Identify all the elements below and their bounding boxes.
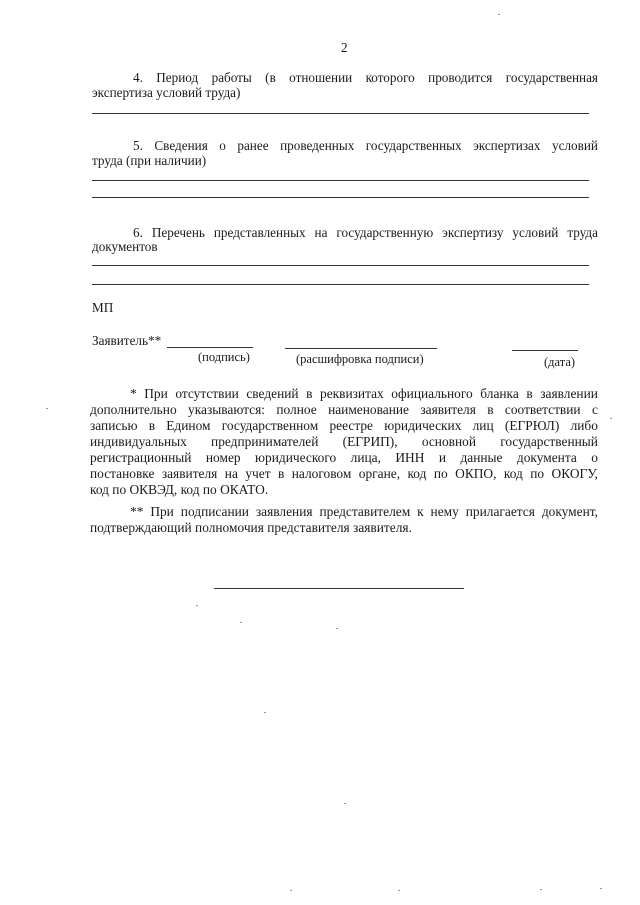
word: нему xyxy=(430,504,459,519)
applicant-label: Заявитель** xyxy=(92,333,162,348)
decoding-caption: (расшифровка подписи) xyxy=(296,352,424,366)
scan-speck xyxy=(540,889,542,890)
footnote2-line-2: подтверждающий полномочия представителя заявителя. xyxy=(90,520,412,535)
word: бланка xyxy=(480,386,519,401)
word: ОКОГУ, xyxy=(551,466,598,481)
footnote1-line-5 xyxy=(90,450,598,466)
date-caption: (дата) xyxy=(544,355,576,369)
section4-line1 xyxy=(133,70,598,85)
word: о xyxy=(219,138,226,153)
word: экспертизу xyxy=(442,225,504,240)
word: юридических xyxy=(384,418,462,433)
word: наименование xyxy=(328,402,409,417)
word: условий xyxy=(552,138,598,153)
word: указываются: xyxy=(188,402,265,417)
word: официального xyxy=(391,386,473,401)
word: в xyxy=(487,402,494,417)
word: Сведения xyxy=(154,138,208,153)
section6-fill-line-2 xyxy=(92,284,589,285)
word: в xyxy=(306,386,313,401)
word: (ЕГРИП), xyxy=(342,434,398,449)
word: реквизитах xyxy=(320,386,384,401)
word: заявителя xyxy=(161,466,218,481)
word: Перечень xyxy=(151,225,205,240)
word: заявления xyxy=(255,504,313,519)
word: на xyxy=(224,466,238,481)
section5-fill-line-2 xyxy=(92,197,589,198)
word: Едином xyxy=(166,418,211,433)
scan-speck xyxy=(290,890,292,891)
word: юридического xyxy=(255,450,337,465)
decoding-line xyxy=(285,348,437,349)
word: в xyxy=(277,466,285,481)
scan-speck xyxy=(344,803,346,804)
word: органе, xyxy=(358,466,401,481)
word: документа xyxy=(516,450,577,465)
word: (ЕГРЮЛ) xyxy=(504,418,560,433)
section6-line2: документов xyxy=(92,239,158,254)
word: заявителя xyxy=(420,402,476,417)
word: о xyxy=(591,450,598,465)
word: прилагается xyxy=(465,504,535,519)
word: При xyxy=(144,386,168,401)
word: государственных xyxy=(365,138,462,153)
footnote1-line-4 xyxy=(90,434,598,450)
word: государственную xyxy=(336,225,434,240)
footnote1-line-7: код по ОКВЭД, код по ОКАТО. xyxy=(90,482,269,497)
word: сведений xyxy=(246,386,299,401)
word: отношении xyxy=(289,70,353,85)
word: работы xyxy=(211,70,252,85)
section4-line2: экспертиза условий труда) xyxy=(92,85,241,100)
word: которого xyxy=(365,70,415,85)
word: 6. xyxy=(133,225,143,240)
word: по xyxy=(433,466,448,481)
word: ИНН xyxy=(395,450,425,465)
word: государственном xyxy=(221,418,319,433)
word: в xyxy=(148,418,156,433)
word: лица, xyxy=(350,450,381,465)
word: Период xyxy=(156,70,199,85)
word: к xyxy=(417,504,424,519)
word: по xyxy=(530,466,545,481)
closing-line xyxy=(214,588,464,589)
word: проводится xyxy=(428,70,493,85)
word: заявлении xyxy=(540,386,598,401)
word: соответствии xyxy=(504,402,581,417)
word: в xyxy=(526,386,533,401)
word: полное xyxy=(276,402,317,417)
section5-line2: труда (при наличии) xyxy=(92,153,207,168)
footnote1-line-2 xyxy=(90,402,598,418)
word: реестре xyxy=(329,418,373,433)
word: труда xyxy=(567,225,598,240)
scan-speck xyxy=(196,605,198,606)
word: документ, xyxy=(541,504,598,519)
scan-speck xyxy=(498,14,500,15)
word: подписании xyxy=(180,504,249,519)
word: на xyxy=(314,225,328,240)
word: учет xyxy=(245,466,271,481)
word: представленных xyxy=(213,225,306,240)
word: 5. xyxy=(133,138,143,153)
word: проведенных xyxy=(280,138,355,153)
section6-line1 xyxy=(133,225,598,240)
word: с xyxy=(591,402,598,417)
word: регистрационный xyxy=(90,450,192,465)
word: налоговом xyxy=(291,466,352,481)
word: и xyxy=(438,450,447,465)
stamp-place-label: МП xyxy=(92,300,114,315)
scan-speck xyxy=(264,712,266,713)
section6-fill-line-1 xyxy=(92,265,589,266)
word: государственная xyxy=(505,70,598,85)
section4-fill-line xyxy=(92,113,589,114)
scan-speck xyxy=(46,408,48,409)
footnote1-line-3 xyxy=(90,418,598,434)
word: условий xyxy=(512,225,559,240)
word: индивидуальных xyxy=(90,434,187,449)
word: ОКПО, xyxy=(455,466,497,481)
footnote1-line-1 xyxy=(130,386,598,402)
footnote2-line-1 xyxy=(130,504,598,520)
word: ранее xyxy=(237,138,269,153)
scan-speck xyxy=(600,888,602,889)
word: данные xyxy=(460,450,503,465)
section5-fill-line-1 xyxy=(92,180,589,181)
word: постановке xyxy=(90,466,155,481)
section5-line1 xyxy=(133,138,598,153)
word: При xyxy=(150,504,174,519)
page-number: 2 xyxy=(341,40,348,55)
scan-speck xyxy=(610,418,612,419)
word: экспертизах xyxy=(473,138,541,153)
word: предпринимателей xyxy=(211,434,319,449)
word: записью xyxy=(90,418,138,433)
word: либо xyxy=(570,418,598,433)
word: дополнительно xyxy=(90,402,177,417)
word: представителем xyxy=(319,504,411,519)
word: * xyxy=(130,386,137,401)
scan-speck xyxy=(336,628,338,629)
signature-caption: (подпись) xyxy=(198,350,250,364)
footnote1-line-6 xyxy=(90,466,598,482)
word: лиц xyxy=(472,418,494,433)
signature-line xyxy=(167,347,253,348)
scan-speck xyxy=(240,622,242,623)
word: код xyxy=(503,466,523,481)
word: основной xyxy=(421,434,476,449)
word: 4. xyxy=(133,70,143,85)
scan-speck xyxy=(398,890,400,891)
word: ** xyxy=(130,504,144,519)
date-line xyxy=(512,350,578,351)
word: (в xyxy=(265,70,276,85)
word: номер xyxy=(205,450,241,465)
word: государственный xyxy=(500,434,598,449)
word: отсутствии xyxy=(175,386,239,401)
word: код xyxy=(407,466,427,481)
